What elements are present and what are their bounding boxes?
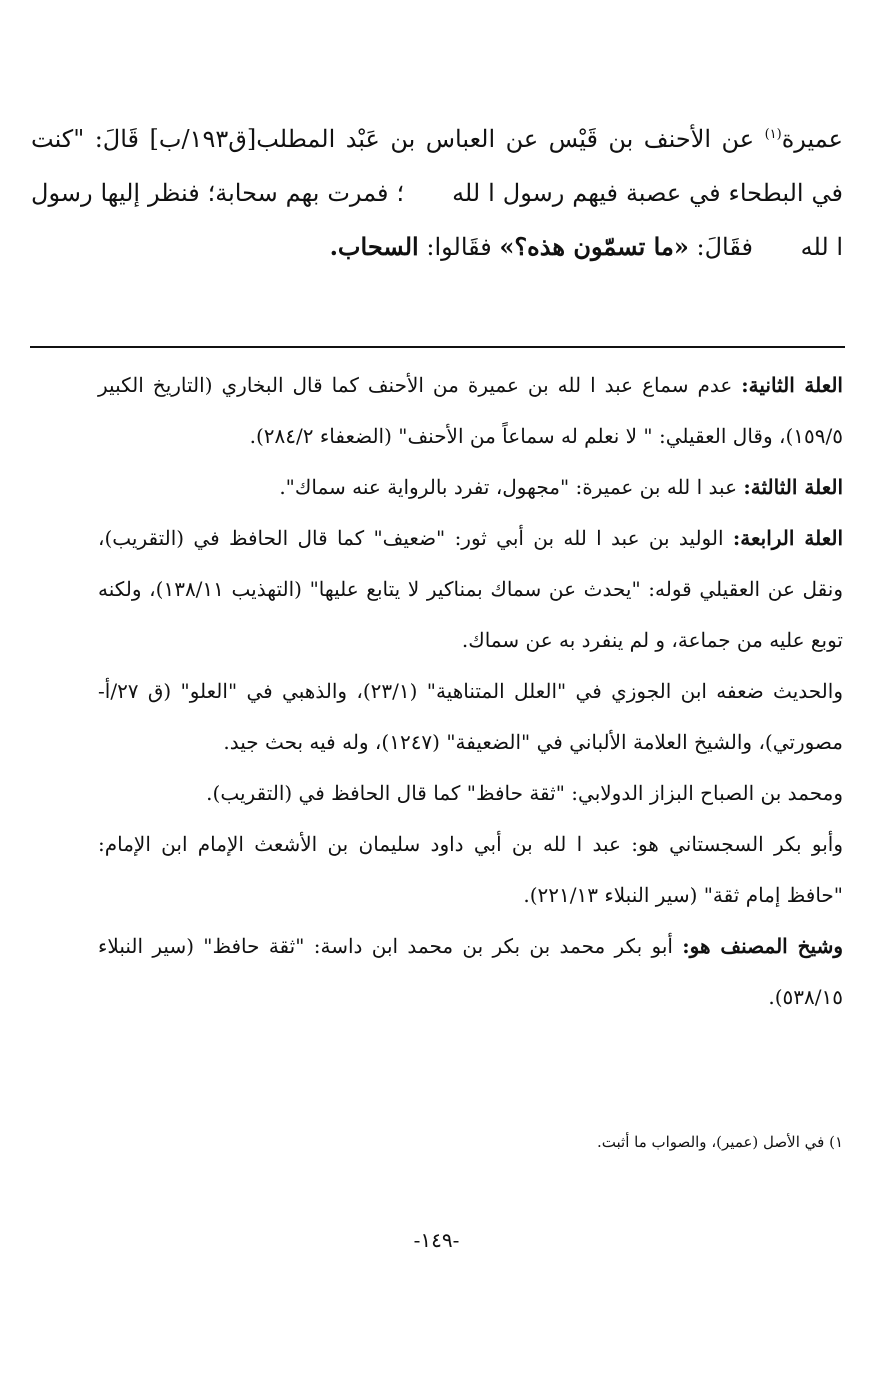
- manuscript-ref: [ق١٩٣/ب]: [149, 125, 257, 153]
- note-text: الوليد بن عبد ا لله بن أبي ثور: "ضعيف" كما قال الحافظ في (التقريب)، ونقل عن العقيلي قوله: "يحدث عن سماك بمناكير لا يتابع عليها" (التهذيب ١٣٨/١١)، ولكنه توبع عليه من جماعة، و لم ينفرد به عن سماك.: [98, 526, 844, 652]
- main-line3-b: فقَالوا:: [426, 233, 492, 261]
- main-line1-start: عميرة: [781, 125, 843, 153]
- note-paragraph: [98, 819, 843, 921]
- footnote: ١) في الأصل (عمير)، والصواب ما أثبت.: [597, 1133, 843, 1151]
- note-text: ومحمد بن الصباح البزاز الدولابي: "ثقة حافظ" كما قال الحافظ في (التقريب).: [206, 781, 843, 805]
- note-text: وأبو بكر السجستاني هو: عبد ا لله بن أبي داود سليمان بن الأشعث الإمام ابن الإمام: "حافظ إمام ثقة" (سير النبلاء ٢٢١/١٣).: [98, 832, 843, 907]
- note-paragraph: [98, 768, 843, 819]
- note-text: عبد ا لله بن عميرة: "مجهول، تفرد بالرواية عنه سماك".: [279, 475, 738, 499]
- page-number: -١٤٩-: [413, 1228, 460, 1252]
- notes-section: [98, 360, 843, 1023]
- note-label: العلة الثانية:: [741, 373, 843, 397]
- footnote-marker: (١): [764, 127, 782, 142]
- main-line2-end: ؛ فمرت بهم سحابة؛ فنظر إليها رسول ا لله: [31, 179, 843, 261]
- note-paragraph: [98, 513, 843, 666]
- note-paragraph: [98, 360, 843, 462]
- note-paragraph: [98, 666, 843, 768]
- footnote-divider: [30, 346, 845, 348]
- note-paragraph: [98, 921, 843, 1023]
- note-text: عدم سماع عبد ا لله بن عميرة من الأحنف كما قال البخاري (التاريخ الكبير ١٥٩/٥)، وقال العقيلي: " لا نعلم له سماعاً من الأحنف" (الضعفاء ٢٨٤/٢).: [98, 373, 843, 448]
- main-line3-c: السحاب.: [329, 232, 419, 261]
- note-text: والحديث ضعفه ابن الجوزي في "العلل المتناهية" (٢٣/١)، والذهبي في "العلو" (ق ٢٧/أ-مصورتي)، والشيخ العلامة الألباني في "الضعيفة" (١٢٤٧)، وله فيه بحث جيد.: [98, 679, 843, 754]
- note-label: وشيخ المصنف هو:: [682, 934, 843, 958]
- note-paragraph: [98, 462, 843, 513]
- note-label: العلة الثالثة:: [743, 475, 843, 499]
- note-text: أبو بكر محمد بن بكر بن محمد ابن داسة: "ثقة حافظ" (سير النبلاء ٥٣٨/١٥).: [98, 934, 843, 1009]
- main-line1-rest: عن الأحنف بن قَيْس عن العباس بن عَبْد المطلب: [256, 125, 755, 153]
- main-paragraph: [31, 112, 843, 274]
- main-line3-a: فقَالَ:: [696, 233, 753, 261]
- main-text: [31, 112, 843, 274]
- main-line3-quote: «ما تسمّون هذه؟»: [499, 232, 689, 261]
- main-line1-end: قَالَ: "كنت في البطحاء في عصبة فيهم رسول ا لله: [31, 125, 843, 207]
- note-label: العلة الرابعة:: [732, 526, 844, 550]
